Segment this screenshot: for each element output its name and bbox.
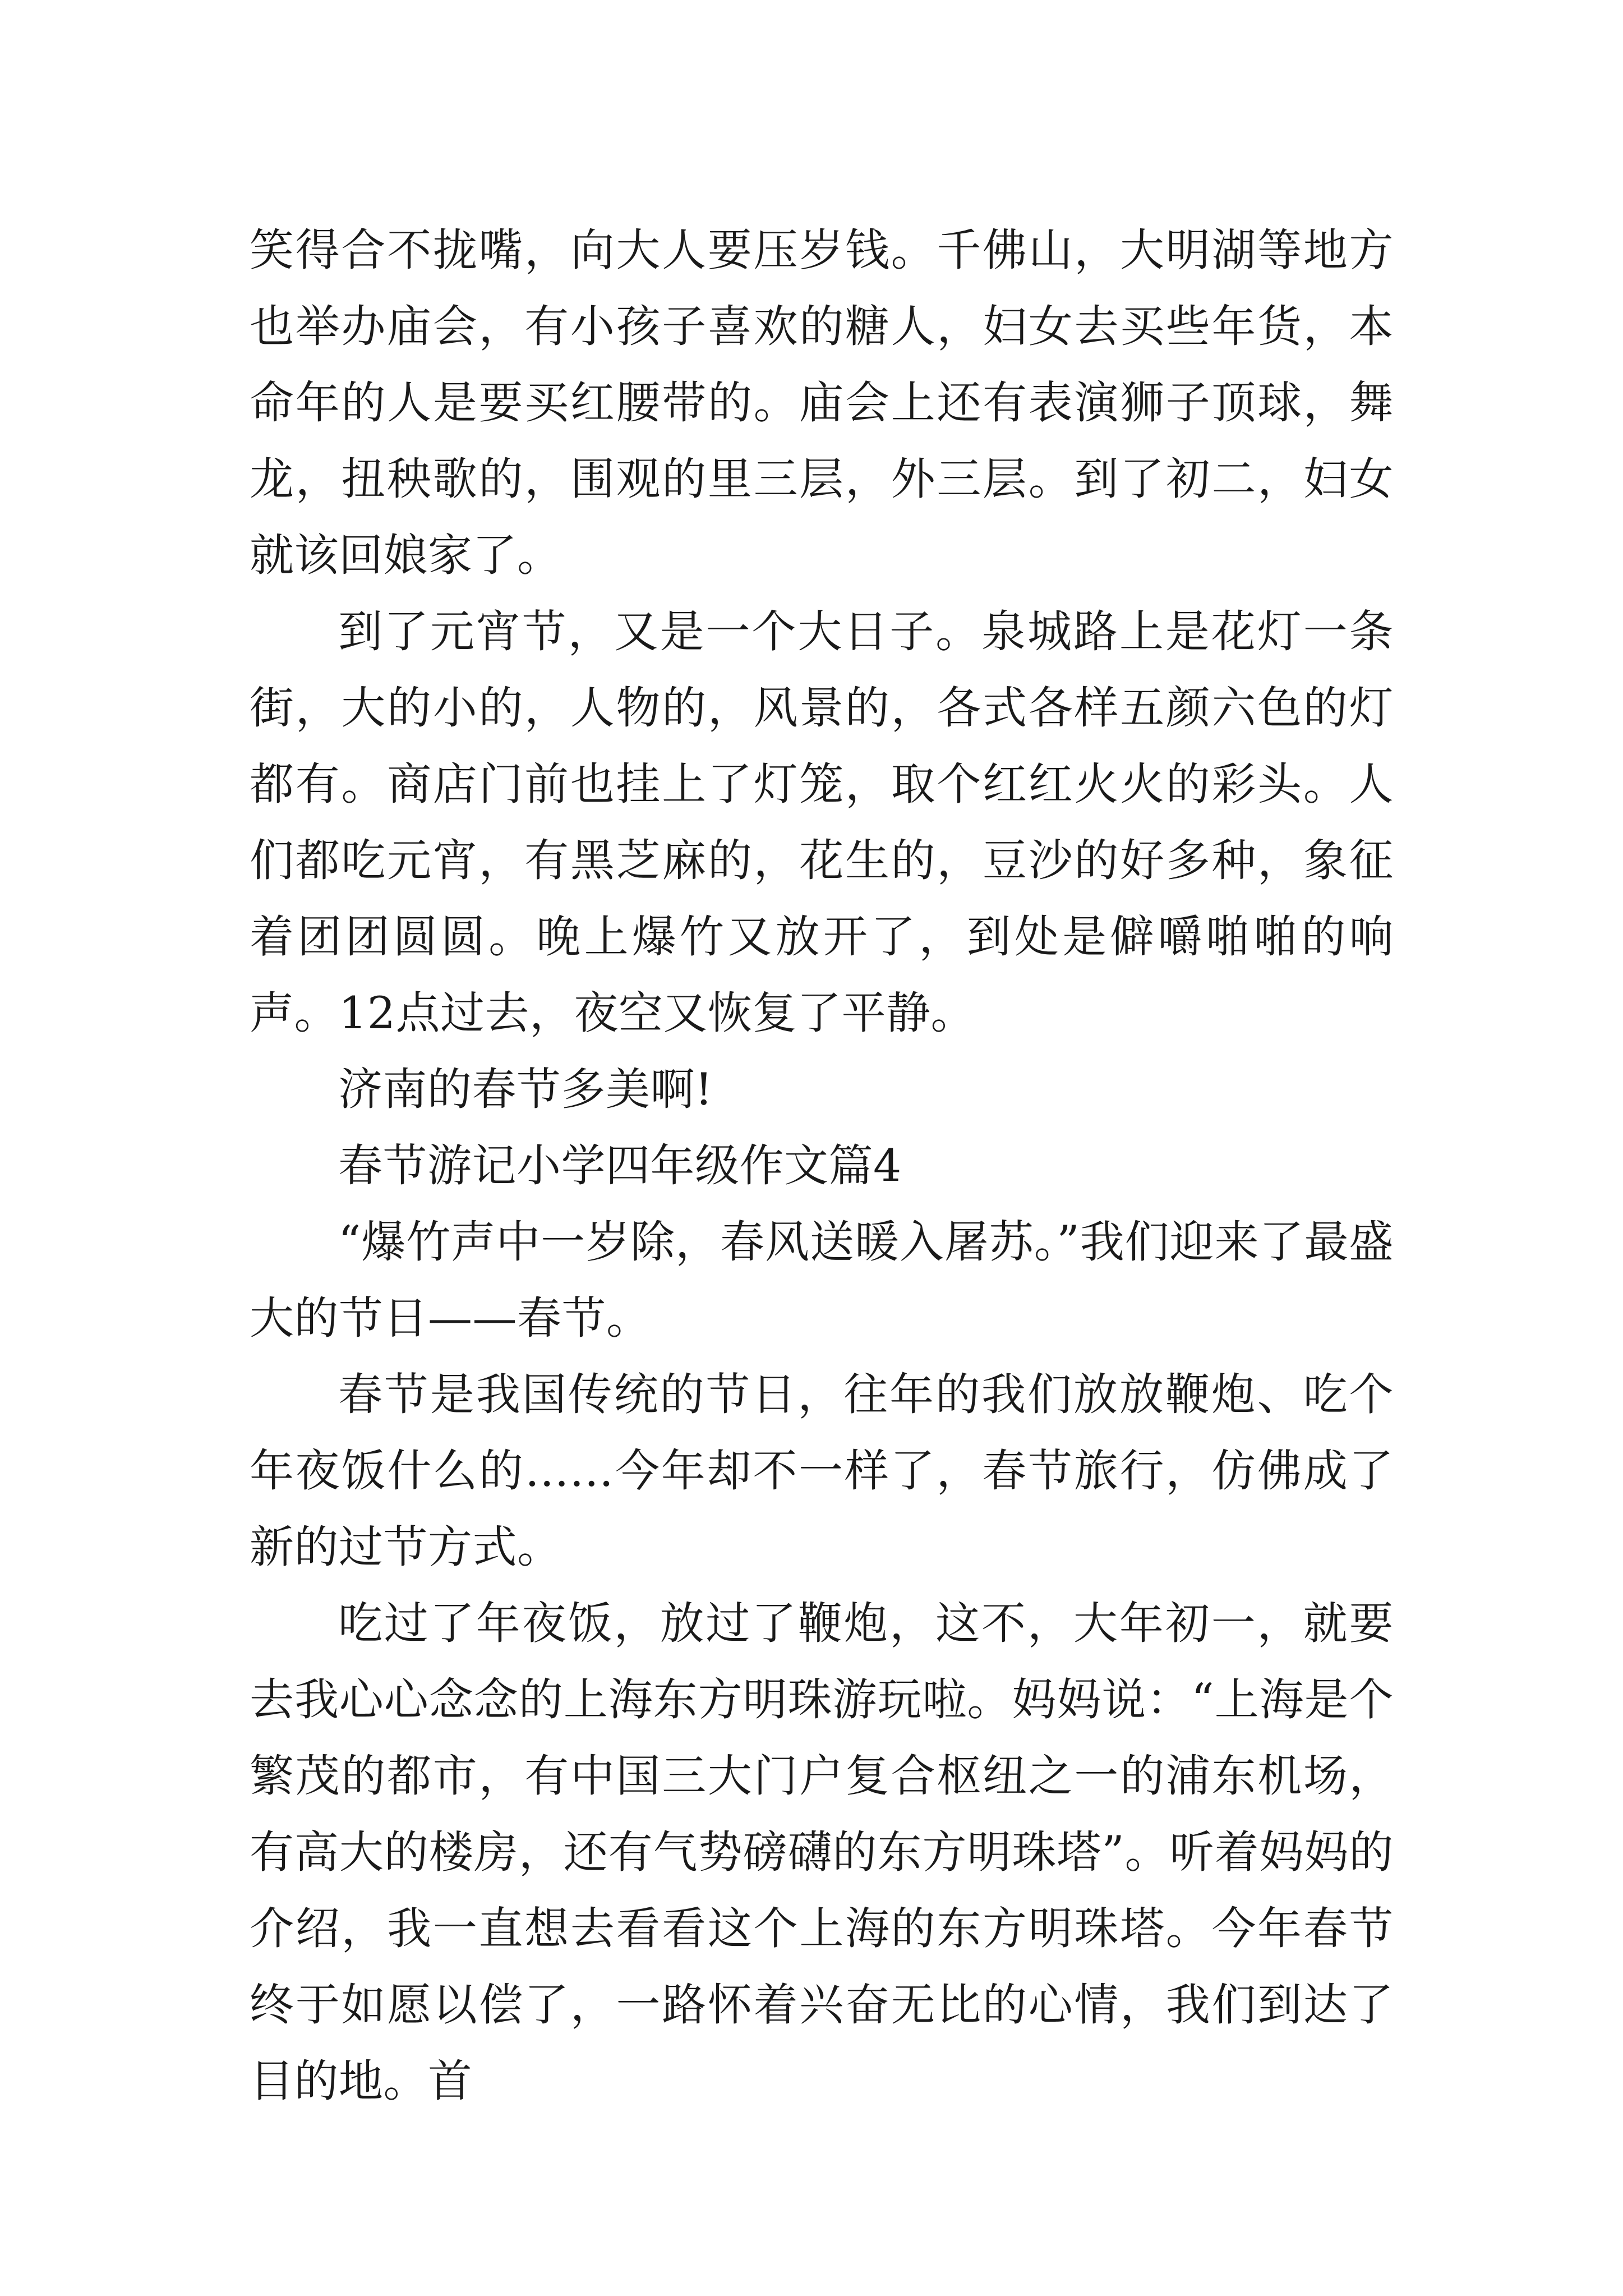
paragraph-jinan-closing: 济南的春节多美啊! — [338, 1064, 713, 1115]
document-body — [250, 212, 1394, 2119]
paragraph-temple-fair: 笑得合不拢嘴，向大人要压岁钱。千佛山，大明湖等地方也举办庙会，有小孩子喜欢的糖人，妇女去买些年货，本命年的人是要买红腰带的。庙会上还有表演狮子顶球，舞龙，扭秧歌的，围观的里三层，外三层。到了初二，妇女就该回娘家了。 — [250, 224, 1394, 581]
paragraph-tradition: 春节是我国传统的节日，往年的我们放放鞭炮、吃个年夜饭什么的……今年却不一样了，春节旅行，仿佛成了新的过节方式。 — [250, 1369, 1394, 1573]
paragraph-poem-quote: “爆竹声中一岁除，春风送暖入屠苏。”我们迎来了最盛大的节日——春节。 — [250, 1216, 1394, 1344]
paragraph-shanghai-trip: 吃过了年夜饭，放过了鞭炮，这不，大年初一，就要去我心心念念的上海东方明珠游玩啦。妈妈说：“上海是个繁茂的都市，有中国三大门户复合枢纽之一的浦东机场，有高大的楼房，还有气势磅礴的东方明珠塔”。听着妈妈的介绍，我一直想去看看这个上海的东方明珠塔。今年春节终于如愿以偿了，一路怀着兴奋无比的心情，我们到达了目的地。首 — [250, 1598, 1394, 2107]
paragraph-lantern-festival: 到了元宵节，又是一个大日子。泉城路上是花灯一条街，大的小的，人物的，风景的，各式各样五颜六色的灯都有。商店门前也挂上了灯笼，取个红红火火的彩头。人们都吃元宵，有黑芝麻的，花生的，豆沙的好多种，象征着团团圆圆。晚上爆竹又放开了，到处是僻嚼啪啪的响声。12点过去，夜空又恢复了平静。 — [250, 606, 1394, 1039]
essay-title: 春节游记小学四年级作文篇4 — [338, 1140, 902, 1191]
